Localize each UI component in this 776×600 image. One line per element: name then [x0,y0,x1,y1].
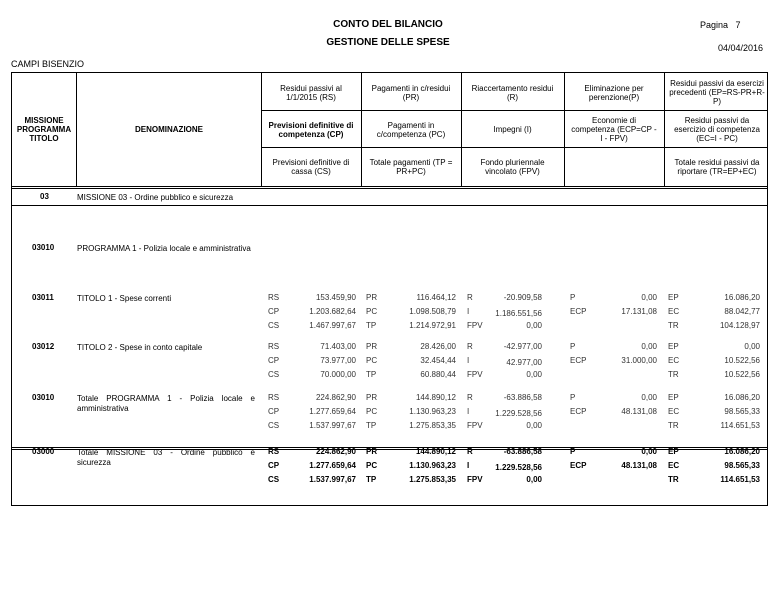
row-code-ecp: ECP [570,356,587,365]
block-code: 03000 [32,447,55,456]
row-code-pc: PC [366,461,378,470]
row-code-fpv: FPV [467,321,483,330]
row-code-r: R [467,293,473,302]
row-code-rs: RS [268,393,280,402]
row-code-i: I [467,307,470,316]
value-tp: 1.214.972,91 [409,321,456,330]
page-number: 7 [735,20,741,30]
row-code-p: P [570,342,576,351]
value-ep: 16.086,20 [724,447,760,456]
row-code-fpv: FPV [467,370,483,379]
value-tp: 1.275.853,35 [409,475,456,484]
value-r: -63.886,58 [503,447,542,456]
value-p: 0,00 [641,447,657,456]
programma-code: 03010 [32,243,55,252]
value-rs: 224.862,90 [315,447,356,456]
row-code-i: I [467,407,470,416]
row-code-ec: EC [668,307,680,316]
row-code-cs: CS [268,370,280,379]
row-code-cp: CP [268,307,280,316]
row-code-ec: EC [668,407,680,416]
value-fpv: 0,00 [526,321,542,330]
row-code-tr: TR [668,370,679,379]
value-ecp: 31.000,00 [621,356,657,365]
value-ep: 0,00 [744,342,760,351]
col-tr: Totale residui passivi da riportare (TR=EP+EC) [674,158,760,176]
value-ep: 16.086,20 [724,293,760,302]
row-code-r: R [467,393,473,402]
value-tr: 114.651,53 [720,421,760,430]
value-ec: 98.565,33 [724,407,760,416]
row-code-rs: RS [268,342,280,351]
value-p: 0,00 [641,342,657,351]
row-code-ep: EP [668,342,679,351]
value-ec: 10.522,56 [724,356,760,365]
block-code: 03012 [32,342,55,351]
row-code-cs: CS [268,321,280,330]
value-i: 42.977,00 [506,358,542,367]
row-code-rs: RS [268,293,280,302]
row-code-pc: PC [366,407,378,416]
col-pc: Pagamenti in c/competenza (PC) [376,120,446,139]
value-rs: 71.403,00 [320,342,356,351]
row-code-i: I [467,356,470,365]
row-code-ecp: ECP [570,461,587,470]
value-i: 1.229.528,56 [495,409,542,418]
col-r: Riaccertamento residui (R) [471,83,554,102]
value-r: -20.909,58 [503,293,542,302]
block-label: Totale MISSIONE 03 - Ordine pubblico e sicurezza [77,448,255,467]
col-ecp: Economie di competenza (ECP=CP - I - FPV) [571,116,657,143]
missione-code: 03 [40,192,49,201]
col-tp: Totale pagamenti (TP = PR+PC) [369,158,453,176]
value-tp: 60.880,44 [420,370,456,379]
row-code-ep: EP [668,447,679,456]
value-pc: 1.130.963,23 [409,407,456,416]
value-i: 1.186.551,56 [495,309,542,318]
value-rs: 153.459,90 [315,293,356,302]
value-r: -63.886,58 [503,393,542,402]
row-code-pr: PR [366,342,378,351]
report-subtitle: GESTIONE DELLE SPESE [326,37,450,48]
ente-name: CAMPI BISENZIO [11,59,85,69]
value-i: 1.229.528,56 [495,463,542,472]
row-code-tr: TR [668,475,679,484]
col-pr: Pagamenti in c/residui (PR) [371,83,451,102]
value-cs: 1.537.997,67 [309,475,356,484]
report-title: CONTO DEL BILANCIO [333,19,443,30]
col-missione: MISSIONE PROGRAMMA TITOLO [16,116,72,143]
value-pc: 1.098.508,79 [409,307,456,316]
value-pr: 28.426,00 [420,342,456,351]
col-p: Eliminazione per perenzione(P) [584,83,644,102]
row-code-cp: CP [268,356,280,365]
row-code-tp: TP [366,321,377,330]
value-ecp: 48.131,08 [621,461,657,470]
row-code-ec: EC [668,356,680,365]
row-code-r: R [467,447,473,456]
row-code-fpv: FPV [467,421,483,430]
page-label: Pagina [700,20,729,30]
value-tr: 114.651,53 [720,475,760,484]
row-code-pr: PR [366,447,378,456]
row-code-pc: PC [366,307,378,316]
value-cs: 1.467.997,67 [309,321,356,330]
value-pr: 144.890,12 [415,393,456,402]
value-pr: 116.464,12 [416,293,456,302]
value-pr: 144.890,12 [415,447,456,456]
missione-label: MISSIONE 03 - Ordine pubblico e sicurezza [77,193,234,202]
value-p: 0,00 [641,293,657,302]
report-table [11,72,768,506]
row-code-i: I [467,461,470,470]
row-code-ec: EC [668,461,680,470]
row-code-ep: EP [668,293,679,302]
programma-label: PROGRAMMA 1 - Polizia locale e amministrativa [77,244,251,253]
row-code-tr: TR [668,421,679,430]
block-code: 03011 [32,293,54,302]
col-ec: Residui passivi da esercizio di competenza (EC=I - PC) [674,116,760,143]
page-indicator [700,20,741,30]
value-tp: 1.275.853,35 [409,421,456,430]
row-code-pr: PR [366,393,378,402]
row-code-tr: TR [668,321,679,330]
row-code-r: R [467,342,473,351]
value-p: 0,00 [641,393,657,402]
col-ep: Residui passivi da esercizi precedenti (EP=RS-PR+R-P) [669,79,765,106]
row-code-tp: TP [366,475,377,484]
value-ecp: 48.131,08 [621,407,657,416]
row-code-p: P [570,447,576,456]
block-label: Totale PROGRAMMA 1 - Polizia locale e amministrativa [77,394,255,413]
col-cp: Previsioni definitive di competenza (CP) [268,120,354,139]
row-code-ecp: ECP [570,407,587,416]
value-rs: 224.862,90 [315,393,356,402]
value-cs: 70.000,00 [320,370,356,379]
value-tr: 104.128,97 [719,321,760,330]
row-code-tp: TP [366,421,377,430]
value-pc: 32.454,44 [420,356,456,365]
row-code-rs: RS [268,447,280,456]
col-rs: Residui passivi al 1/1/2015 (RS) [280,83,342,102]
row-code-tp: TP [366,370,377,379]
row-code-ep: EP [668,393,679,402]
value-fpv: 0,00 [526,475,542,484]
row-code-pr: PR [366,293,378,302]
value-fpv: 0,00 [526,370,542,379]
col-fpv: Fondo pluriennale vincolato (FPV) [480,158,545,176]
row-code-ecp: ECP [570,307,587,316]
block-label: TITOLO 1 - Spese correnti [77,294,172,303]
value-r: -42.977,00 [503,342,542,351]
value-ecp: 17.131,08 [621,307,657,316]
row-code-cs: CS [268,421,280,430]
value-cs: 1.537.997,67 [309,421,356,430]
col-i: Impegni (I) [493,125,532,134]
row-code-pc: PC [366,356,378,365]
row-code-p: P [570,293,576,302]
value-ep: 16.086,20 [724,393,760,402]
row-code-cp: CP [268,461,280,470]
value-ec: 88.042,77 [724,307,760,316]
report-date: 04/04/2016 [718,43,764,53]
value-cp: 1.277.659,64 [309,407,356,416]
block-label: TITOLO 2 - Spese in conto capitale [77,343,203,352]
value-cp: 1.277.659,64 [309,461,356,470]
value-ec: 98.565,33 [724,461,760,470]
value-tr: 10.522,56 [724,370,760,379]
row-code-cp: CP [268,407,280,416]
value-cp: 1.203.682,64 [309,307,356,316]
row-code-p: P [570,393,576,402]
row-code-cs: CS [268,475,280,484]
col-cs: Previsioni definitive di cassa (CS) [272,158,350,176]
value-fpv: 0,00 [526,421,542,430]
col-denominazione: DENOMINAZIONE [135,125,203,134]
value-cp: 73.977,00 [320,356,356,365]
value-pc: 1.130.963,23 [409,461,456,470]
block-code: 03010 [32,393,55,402]
row-code-fpv: FPV [467,475,483,484]
